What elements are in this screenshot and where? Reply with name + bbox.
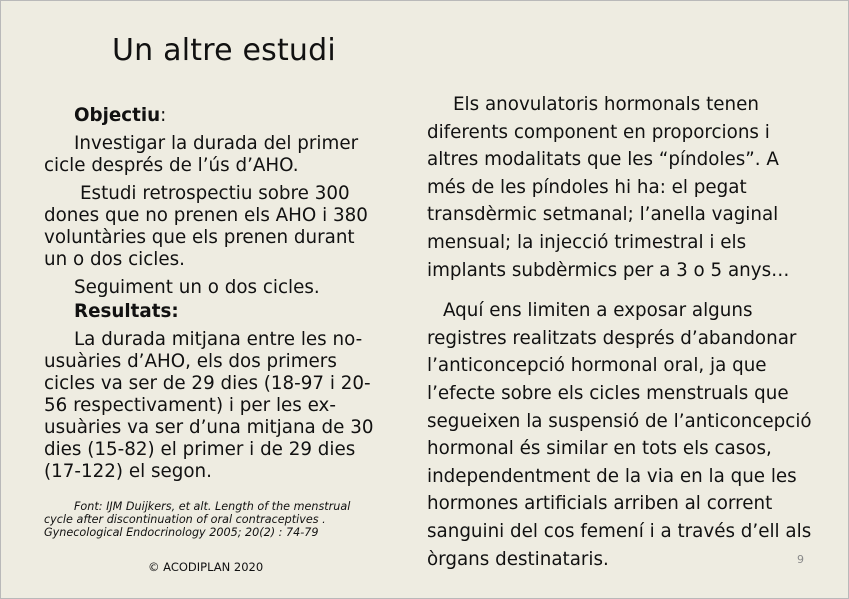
results-label: Resultats: xyxy=(74,301,179,322)
right-paragraph-1: Els anovulatoris hormonals tenen diferents component en proporcions i altres modalitats que les “píndoles”. A més de les píndoles hi ha: el pegat transdèrmic setmanal; l’anella vaginal mensual; la injecció trimestral i els implants subdèrmics per a 3 o 5 anys… xyxy=(427,94,790,281)
copyright: © ACODIPLAN 2020 xyxy=(148,560,264,574)
followup-text: Seguiment un o dos cicles. xyxy=(74,277,320,298)
right-paragraph-2: Aquí ens limiten a exposar alguns registres realitzats després d’abandonar l’anticoncepció hormonal oral, ja que l’efecte sobre els cicles menstruals que segueixen la suspensió de l’anticoncepció hormonal és similar en tots els casos, independentment de la via en la que les hormones artificials arriben al corrent sanguini del cos femení i a través d’ell als òrgans destinataris. xyxy=(427,300,812,570)
source-note-text: Font: IJM Duijkers, et alt. Length of the menstrual cycle after discontinuation of oral contraceptives . Gynecological Endocrinology 2005; 20(2) : 74-79 xyxy=(44,500,351,539)
left-column xyxy=(44,105,374,489)
objective-text: Investigar la durada del primer cicle després de l’ús d’AHO. xyxy=(44,133,359,176)
objective-colon: : xyxy=(160,105,167,126)
results-text: La durada mitjana entre les no-usuàries d’AHO, els dos primers cicles va ser de 29 dies (18-97 i 20-56 respectivament) i per les ex-usuàries va ser d’una mitjana de 30 dies (15-82) el primer i de 29 dies (17-122) el segon. xyxy=(44,329,374,482)
slide-title: Un altre estudi xyxy=(112,33,336,68)
objective-label: Objectiu xyxy=(74,105,161,126)
objective-heading xyxy=(44,105,374,127)
source-note xyxy=(44,500,374,539)
study-text: Estudi retrospectiu sobre 300 dones que no prenen els AHO i 380 voluntàries que els prenen durant un o dos cicles. xyxy=(44,183,368,270)
right-column xyxy=(427,91,819,586)
page-number: 9 xyxy=(797,553,804,566)
